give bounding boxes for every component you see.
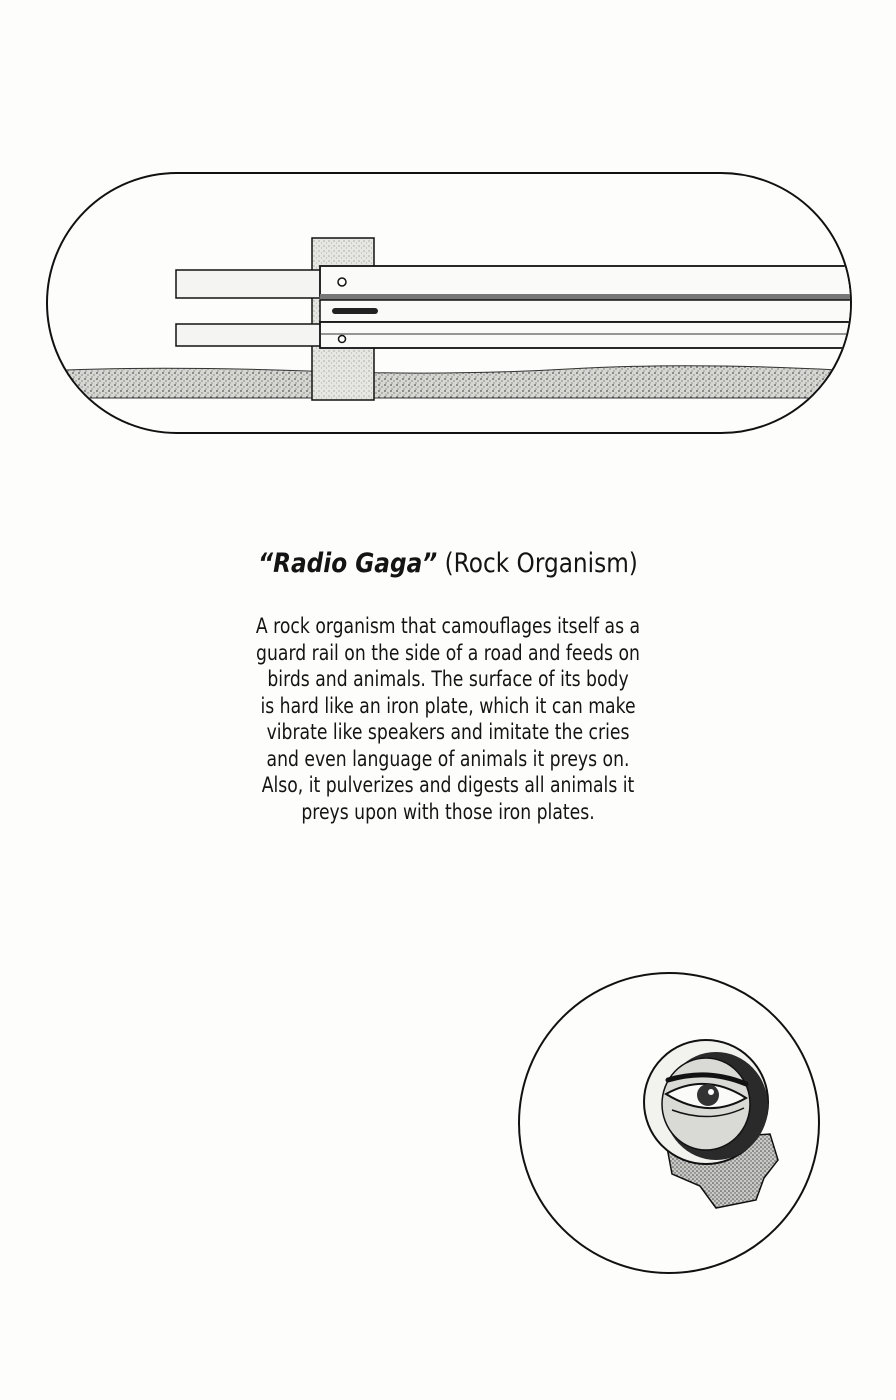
creature-title [63, 548, 834, 579]
guard-rail-panel [46, 172, 852, 434]
creature-description [228, 613, 668, 825]
eye-detail-panel [518, 972, 820, 1274]
creature-category: (Rock Organism) [437, 548, 638, 579]
grass-strip [66, 366, 838, 398]
description-line: A rock organism that camouflages itself as a [255, 614, 641, 638]
rail-main-upper [320, 266, 852, 296]
description-line: birds and animals. The surface of its body [267, 667, 629, 691]
rail-main-lower [320, 322, 852, 348]
creature-name: “Radio Gaga” [258, 548, 438, 579]
description-line: guard rail on the side of a road and feeds on [256, 640, 640, 665]
eye-iris [697, 1084, 719, 1106]
eye-in-rail-illustration [520, 974, 820, 1274]
rail-main-middle [320, 300, 852, 322]
rail-slot [332, 308, 378, 314]
rail-left-upper [176, 270, 324, 298]
guard-rail-illustration [48, 174, 852, 434]
description-line: is hard like an iron plate, which it can make [260, 693, 636, 718]
rail-main-band [320, 294, 852, 300]
description-line: Also, it pulverizes and digests all animals it [261, 773, 635, 797]
rail-bolt-upper [338, 278, 346, 286]
description-line: vibrate like speakers and imitate the cries [266, 720, 630, 744]
rail-bolt-lower [339, 336, 346, 343]
description-line: preys upon with those iron plates. [301, 799, 595, 824]
description-line: and even language of animals it preys on. [266, 746, 630, 771]
rail-left-lower [176, 324, 324, 346]
